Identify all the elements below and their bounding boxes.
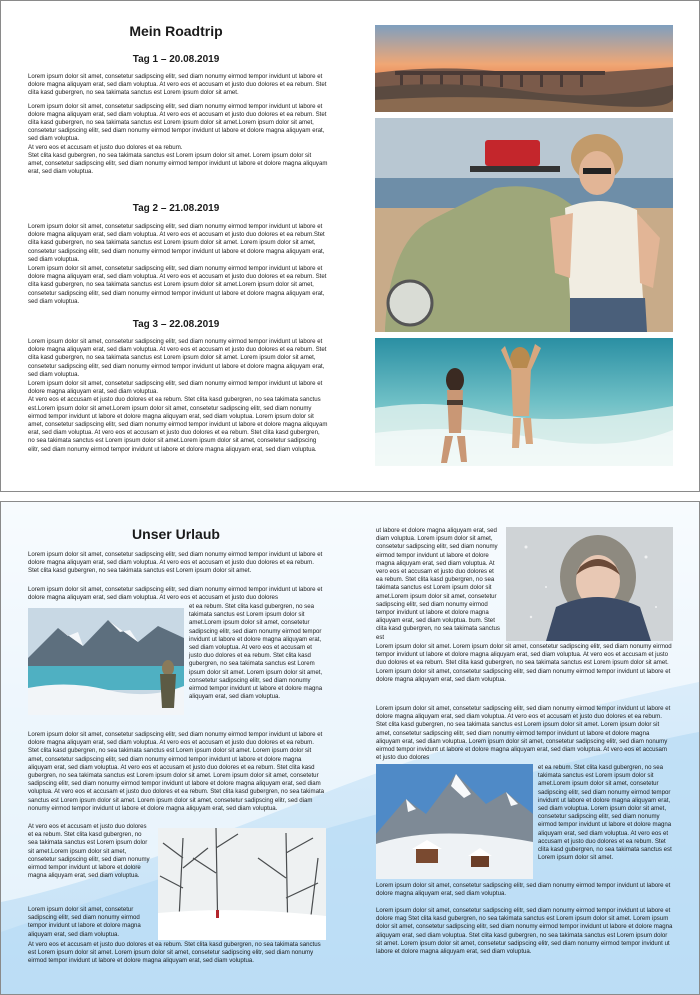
day1-para: Lorem ipsum dolor sit amet, consetetur sadipscing elitr, sed diam nonumy eirmod tempor invidunt ut labore et dolore magna aliquyam erat, sed diam voluptua. At vero eos et accusam et justo duo dolores et ea rebum. Stet clita kasd gubergren, no sea takimata sanctus est Lorem ipsum dolor sit amet. (28, 73, 327, 97)
right-full3: Lorem ipsum dolor sit amet, consetetur sadipscing elitr, sed diam nonumy eirmod tempor invidunt ut labore et dolore magna aliquyam erat, sed diam voluptua. (376, 882, 671, 898)
day1-heading: Tag 1 – 20.08.2019 (132, 54, 220, 65)
day1-para: Stet clita kasd gubergren, no sea takimata sanctus est Lorem ipsum dolor sit amet. Lorem ipsum dolor sit amet, consetetur sadipscing elitr, sed diam nonumy eirmod tempor invidunt ut labore et dolore magna aliquyam erat, sed diam voluptua. (28, 151, 328, 176)
page-title-urlaub: Unser Urlaub (132, 526, 220, 542)
right-wrap2: et ea rebum. Stet clita kasd gubergren, no sea takimata sanctus est Lorem ipsum dolor sit amet.Lorem ipsum dolor sit amet, consetetur sadipscing elitr, sed diam nonumy eirmod tempor invidunt ut labore et dolore magna aliquyam erat, sed diam voluptua. Lorem ipsum dolor sit amet, consetetur sadipscing elitr, sed diam nonumy eirmod tempor invidunt ut labore et dolore magna aliquyam erat, sed diam voluptua. At vero eos et accusam et justo duo dolores et ea rebum. Stet clita kasd gubergren, no sea takimata sanctus est Lorem ipsum dolor sit amet. (538, 764, 672, 862)
day3-para: Lorem ipsum dolor sit amet, consetetur sadipscing elitr, sed diam nonumy eirmod tempor invidunt ut labore et dolore magna aliquyam erat, sed diam voluptua. At vero eos et accusam et justo duo dolores et ea rebum. Stet clita kasd gubergren, no sea takimata sanctus est Lorem ipsum dolor sit amet. Lorem ipsum dolor sit amet, consetetur sadipscing elitr, sed diam nonumy eirmod tempor invidunt ut labore et dolore magna aliquyam erat, sed diam voluptua. (28, 338, 327, 378)
day2-heading: Tag 2 – 21.08.2019 (132, 203, 220, 214)
photo-woman-winter-hood (506, 527, 673, 641)
page-urlaub (0, 501, 700, 995)
page-roadtrip (0, 0, 700, 492)
right-full4: Lorem ipsum dolor sit amet, consetetur sadipscing elitr, sed diam nonumy eirmod tempor invidunt ut labore et dolore mag Stet clita kasd gubergren, no sea takimata sanctus est Lorem ipsum dolor sit amet. Lorem ipsum dolor sit amet, consetetur sadipscing elitr, sed diam nonumy eirmod tempor invidunt ut labore et dolore magna aliquyam erat, sed diam voluptua. Stet clita kasd gubergren, no sea takimata sanctus est Lorem ipsum dolor sit amet. Lorem ipsum dolor sit amet, consetetur sadipscing elitr, sed diam nonumy eirmod tempor invidunt ut labore et dolore magna aliquyam erat, sed diam voluptua. (376, 907, 673, 956)
day3-heading: Tag 3 – 22.08.2019 (132, 319, 220, 330)
photo-bridge-sunset (375, 25, 673, 112)
day3-text (28, 338, 328, 459)
block4-wrap: Lorem ipsum dolor sit amet, consetetur sadipscing elitr, sed diam nonumy eirmod tempor invidunt ut labore et dolore magna aliquyam erat, sed diam voluptua. (28, 906, 141, 938)
right-full1: Lorem ipsum dolor sit amet. Lorem ipsum dolor sit amet, consetetur sadipscing elitr, sed diam nonumy eirmod tempor invidunt ut labore et dolore magna aliquyam erat, sed diam voluptua. At vero eos et accusam et justo duo dolores et ea rebum. Stet clita kasd gubergren, no sea takimata sanctus est Lorem ipsum dolor sit amet. Lorem ipsum dolor sit amet, consetetur sadipscing elitr, sed diam nonumy eirmod tempor invidunt ut labore et dolore magna aliquyam erat, sed diam voluptua. (376, 643, 672, 683)
block2: Lorem ipsum dolor sit amet, consetetur sadipscing elitr, sed diam nonumy eirmod tempor invidunt ut labore et dolore magna aliquyam erat, sed diam voluptua. At vero eos et accusam et justo duo dolores et ea rebum. Stet clita kasd gubergren, no sea takimata sanctus est Lorem ipsum dolor sit amet. Lorem ipsum dolor sit amet, consetetur sadipscing elitr, sed diam nonumy eirmod tempor invidunt ut labore et dolore magna aliquyam erat, sed diam voluptua. At vero eos et accusam et justo duo dolores et ea rebum. Stet clita kasd gubergren, no sea takimata sanctus est Lorem ipsum dolor sit amet. Lorem ipsum dolor sit amet, consetetur sadipscing elitr, sed diam nonumy eirmod tempor invidunt ut labore et dolore magna aliquyam erat, sed diam voluptua. At vero eos et accusam et justo duo dolores et ea rebum. Stet clita kasd gubergren, no sea takimata sanctus est Lorem ipsum dolor sit amet. Lorem ipsum dolor sit amet, consetetur sadipscing elitr, sed diam nonumy eirmod tempor invidunt ut labore et dolore magna aliquyam erat, sed diam voluptua. (28, 731, 325, 812)
day1-para: At vero eos et accusam et justo duo dolores et ea rebum. (28, 143, 183, 151)
block3-wrap: At vero eos et accusam et justo duo dolores et ea rebum. Stet clita kasd gubergren, no sea takimata sanctus est Lorem ipsum dolor sit amet.Lorem ipsum dolor sit amet, consetetur sadipscing elitr, sed diam nonumy eirmod tempor invidunt ut labore et dolore magna aliquyam erat, sed diam voluptua. (28, 823, 150, 880)
page-title-roadtrip: Mein Roadtrip (129, 23, 223, 39)
block1-full: Lorem ipsum dolor sit amet, consetetur sadipscing elitr, sed diam nonumy eirmod tempor invidunt ut labore et dolore magna aliquyam erat, sed diam voluptua. At vero eos et accusam et justo duo dolores (28, 586, 323, 602)
day3-para: Lorem ipsum dolor sit amet, consetetur sadipscing elitr, sed diam nonumy eirmod tempor invidunt ut labore et dolore magna aliquyam erat, sed diam voluptua. (28, 380, 323, 396)
day2-para: Lorem ipsum dolor sit amet, consetetur sadipscing elitr, sed diam nonumy eirmod tempor invidunt ut labore et dolore magna aliquyam erat, sed diam voluptua. At vero eos et accusam et justo duo dolores et ea rebum.Stet clita kasd gubergren, no sea takimata sanctus est Lorem ipsum dolor sit amet. Lorem ipsum dolor sit amet, consetetur sadipscing elitr, sed diam nonumy eirmod tempor invidunt ut labore et dolore magna aliquyam erat, sed diam voluptua. (28, 223, 325, 263)
block4-full: At vero eos et accusam et justo duo dolores et ea rebum. Stet clita kasd gubergren, no sea takimata sanctus est Lorem ipsum dolor sit amet. Lorem ipsum dolor sit amet, consetetur sadipscing elitr, sed diam nonumy eirmod tempor invidunt ut labore et dolore magna aliquyam erat, sed diam voluptua. (28, 941, 321, 965)
day2-text (28, 223, 328, 311)
photo-snowy-forest (158, 828, 326, 940)
day2-para: Lorem ipsum dolor sit amet, consetetur sadipscing elitr, sed diam nonumy eirmod tempor invidunt ut labore et dolore magna aliquyam erat, sed diam voluptua. At vero eos et accusam et justo duo dolores et ea rebum. Stet clita kasd gubergren, no sea takimata sanctus est Lorem ipsum dolor sit amet.Lorem ipsum dolor sit amet, consetetur sadipscing elitr, sed diam nonumy eirmod tempor invidunt ut labore et dolore magna aliquyam erat, sed diam voluptua. (28, 265, 327, 305)
right-wrap: ut labore et dolore magna aliquyam erat, sed diam voluptua. Lorem ipsum dolor sit amet, consetetur sadipscing elitr, sed diam nonumy eirmod tempor invidunt ut labore et dolore magna aliquyam erat, sed diam voluptua. At vero eos et accusam et justo duo dolores et ea rebum. Stet clita kasd gubergren, no sea takimata sanctus est Lorem ipsum dolor sit amet.Lorem ipsum dolor sit amet, consetetur sadipscing elitr, sed diam nonumy eirmod tempor invidunt ut labore et dolore magna aliquyam erat, sed diam voluptua. bum. Stet clita kasd gubergren, no sea takimata sanctus est (376, 527, 500, 641)
photo-mountain-lake (28, 608, 184, 715)
day1-para: Lorem ipsum dolor sit amet, consetetur sadipscing elitr, sed diam nonumy eirmod tempor invidunt ut labore et dolore magna aliquyam erat, sed diam voluptua. At vero eos et accusam et justo duo dolores et ea rebum. Stet clita kasd gubergren, no sea takimata sanctus est Lorem ipsum dolor sit amet.Lorem ipsum dolor sit amet, consetetur sadipscing elitr, sed diam nonumy eirmod tempor invidunt ut labore et dolore magna aliquyam erat, sed diam voluptua. (28, 102, 327, 143)
photo-beach-running (375, 338, 673, 466)
day3-para: At vero eos et accusam et justo duo dolores et ea rebum. Stet clita kasd gubergren, no sea takimata sanctus est.Lorem ipsum dolor sit amet.Lorem ipsum dolor sit amet, consetetur sadipscing elitr, sed diam nonumy eirmod tempor invidunt ut labore et dolore magna aliquyam erat, sed diam voluptua. Lorem ipsum dolor sit amet, consetetur sadipscing elitr, sed diam nonumy eirmod tempor invidunt ut labore et dolore magna aliquyam erat, sed diam voluptua. At vero eos et accusam et justo duo dolores et ea rebum. Stet clita kasd gubergren, no sea takimata sanctus est Lorem ipsum dolor sit amet.Lorem ipsum dolor sit amet, consetetur sadipscing elitr, sed diam nonumy eirmod tempor invidunt ut labore et dolore magna aliquyam erat, sed diam voluptua. (28, 396, 328, 453)
intro-text: Lorem ipsum dolor sit amet, consetetur sadipscing elitr, sed diam nonumy eirmod tempor invidunt ut labore et dolore magna aliquyam erat, sed diam voluptua. At vero eos et accusam et justo duo dolores et ea rebum. Stet clita kasd gubergren, no sea takimata sanctus est Lorem ipsum dolor sit amet. (28, 551, 323, 575)
photo-vintage-car-woman (375, 118, 673, 332)
right-full2: Lorem ipsum dolor sit amet, consetetur sadipscing elitr, sed diam nonumy eirmod tempor invidunt ut labore et dolore magna aliquyam erat, sed diam voluptua. At vero eos et accusam et justo duo dolores et ea rebum. Stet clita kasd gubergren, no sea takimata sanctus est Lorem ipsum dolor sit amet. Lorem ipsum dolor sit amet, consetetur sadipscing elitr, sed diam nonumy eirmod tempor invidunt ut labore et dolore magna aliquyam erat, sed diam voluptua. Lorem ipsum dolor sit amet, consetetur sadipscing elitr, sed diam nonumy eirmod tempor invidunt ut labore et dolore magna aliquyam erat, sed diam voluptua. At vero eos et accusam et justo duo dolores (376, 705, 671, 762)
block1-wrap: et ea rebum. Stet clita kasd gubergren, no sea takimata sanctus est Lorem ipsum dolor sit amet.Lorem ipsum dolor sit amet, consetetur sadipscing elitr, sed diam nonumy eirmod tempor invidunt ut labore et dolore magna aliquyam erat, sed diam voluptua. At vero eos et accusam et justo duo dolores et ea rebum. Stet clita kasd gubergren, no sea takimata sanctus est Lorem ipsum dolor sit amet. Lorem ipsum dolor sit amet, consetetur sadipscing elitr, sed diam nonumy eirmod tempor invidunt ut labore et dolore magna aliquyam erat, sed diam voluptua. (189, 603, 323, 701)
day1-text (28, 73, 328, 181)
photo-alpine-village (376, 764, 533, 879)
